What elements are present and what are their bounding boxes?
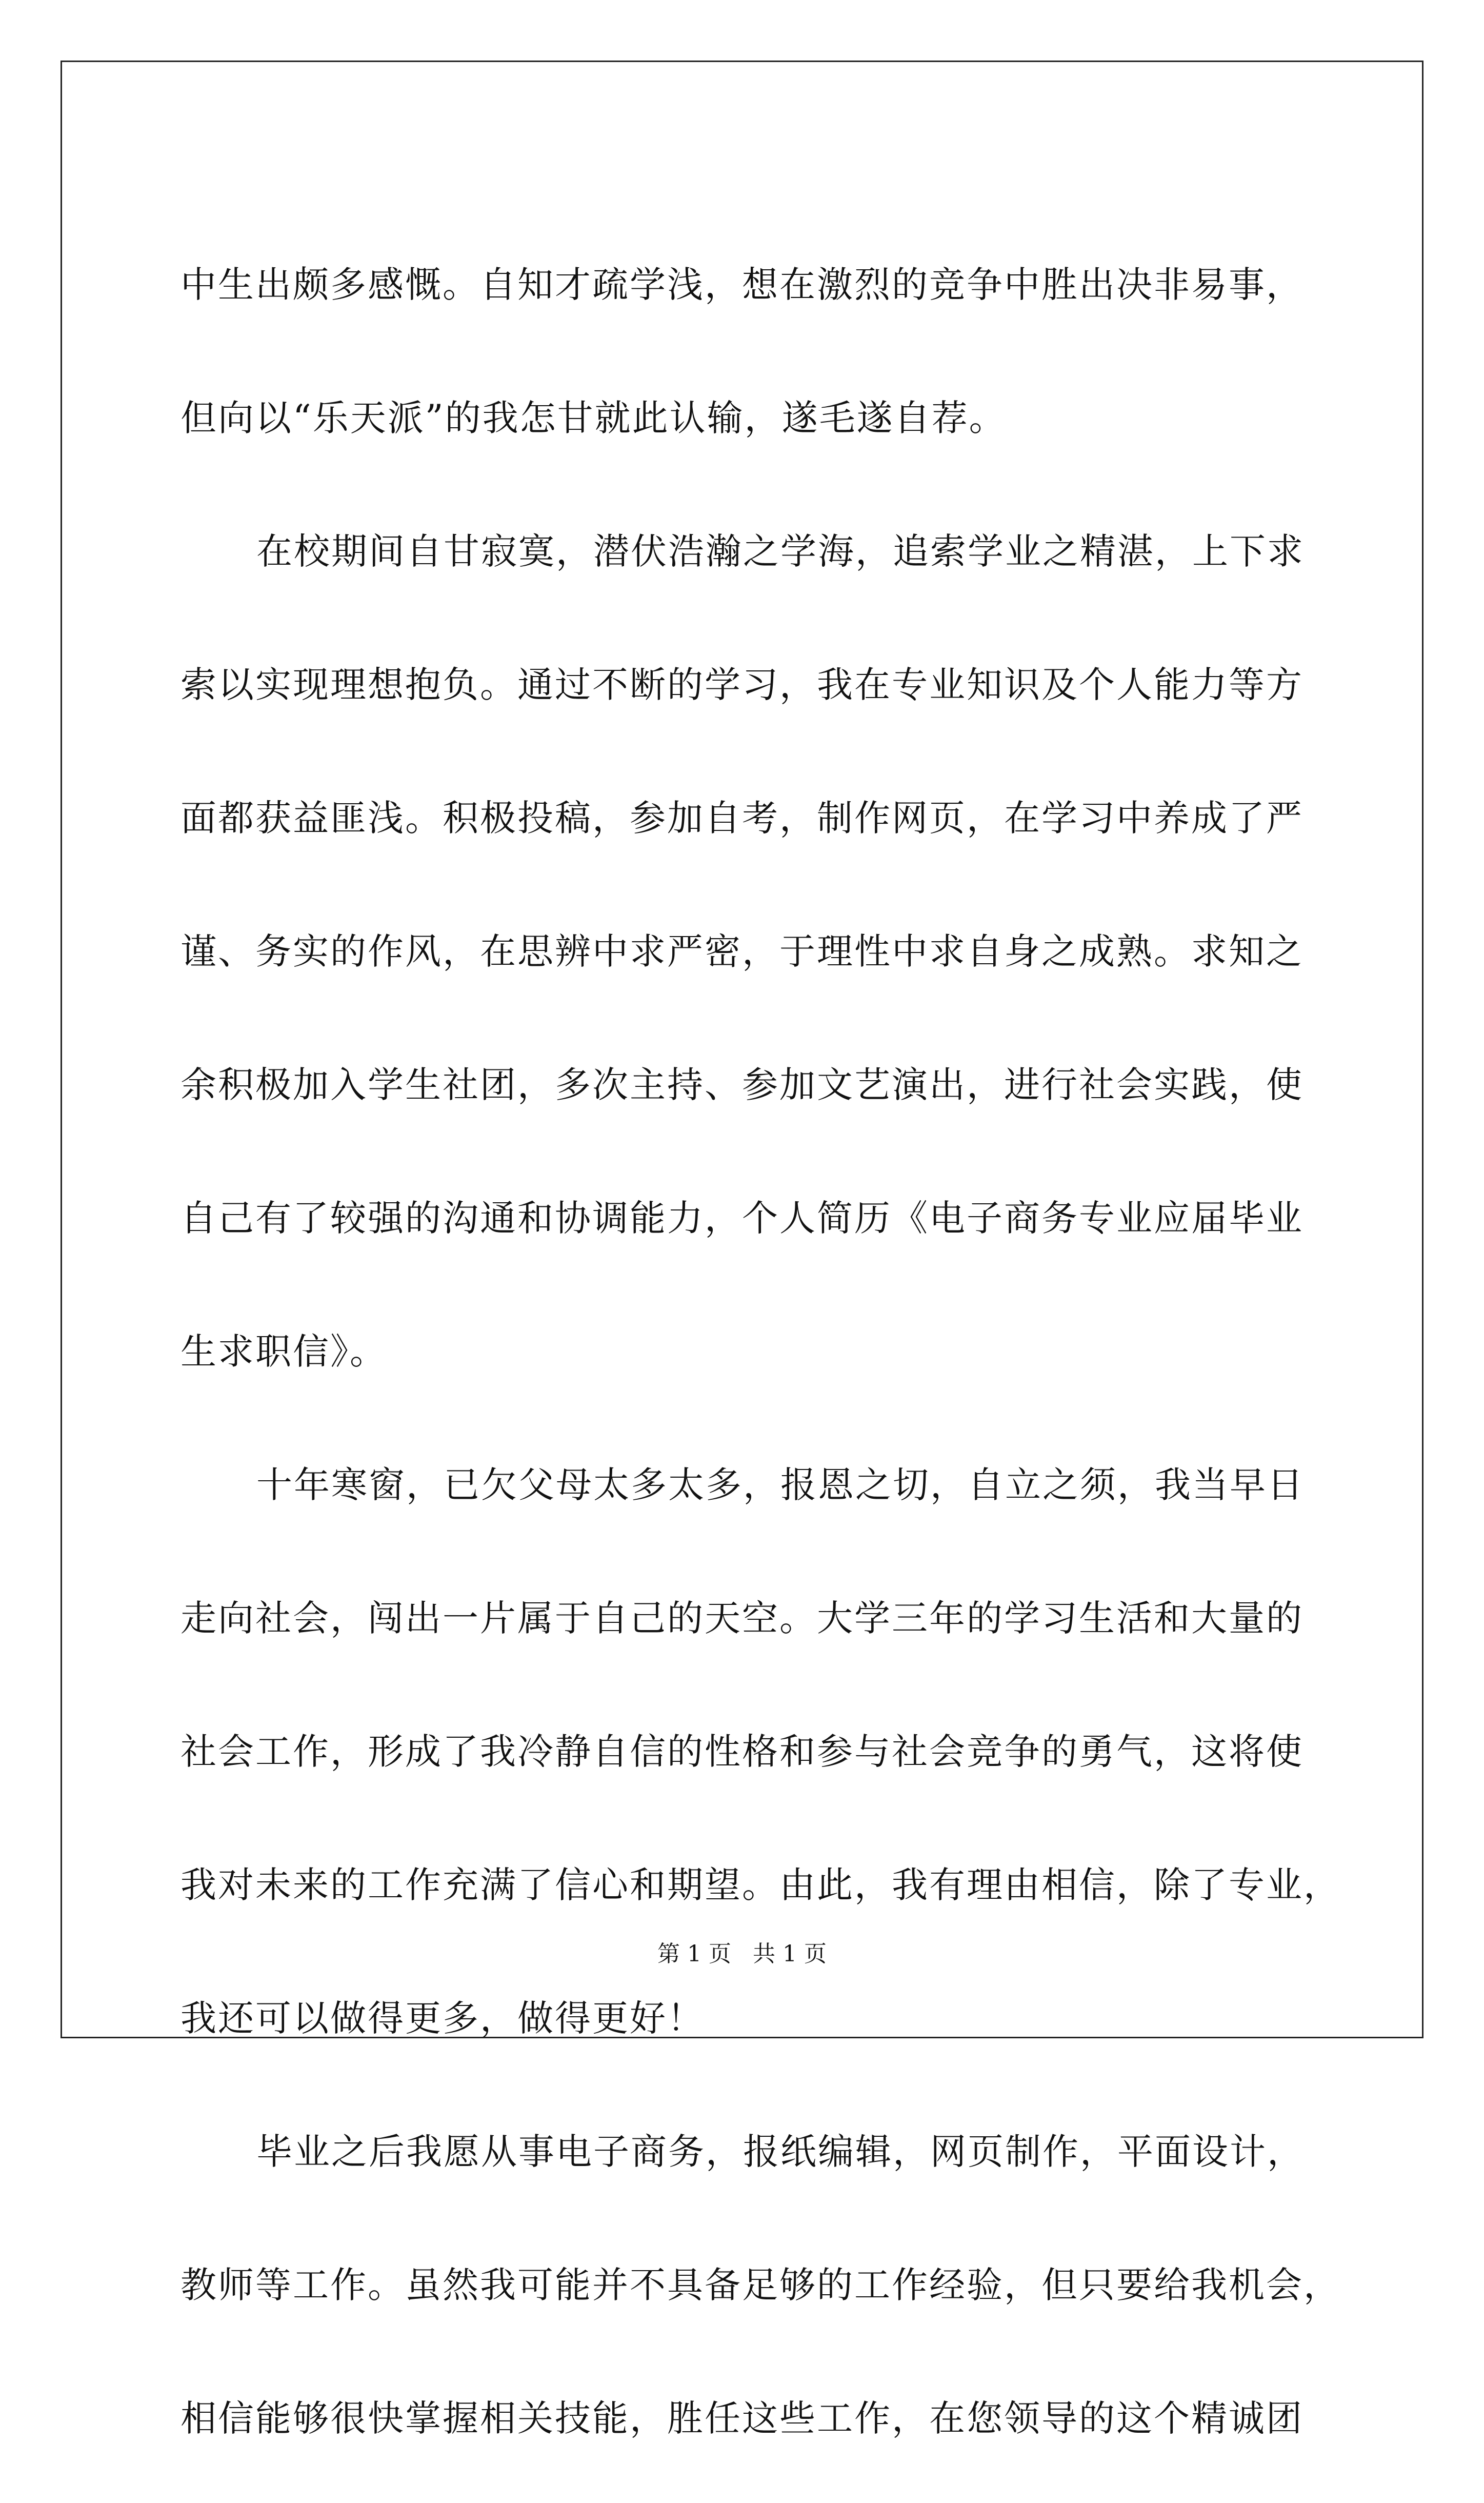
text-line: 谨、务实的作风，在思辨中求严密，于理性中求自身之成熟。求知之: [181, 930, 1303, 972]
text-line: 我还可以做得更多，做得更好！: [181, 1997, 705, 2039]
text-line: 自己有了较强的沟通和协调能力，个人简历《电子商务专业应届毕业: [181, 1197, 1303, 1239]
text-line: 余积极加入学生社团，多次主持、参加文艺演出，进行社会实践，使: [181, 1064, 1303, 1106]
page-footer: 第 1 页 共 1 页: [657, 1941, 827, 1967]
text-line: 社会工作，形成了我冷静自信的性格和参与社会竞争的勇气，这将使: [181, 1731, 1303, 1773]
text-line: 索以实现理想抱负。通过不断的学习，我在专业知识及个人能力等方: [181, 664, 1303, 706]
text-line: 面都获益匪浅。积极投稿，参加自考，制作网页，在学习中养成了严: [181, 797, 1303, 839]
text-line: 但向以“乐天派”的我怎甘就此认输，遂毛遂自荐。: [181, 397, 1007, 439]
text-line: 相信能够很快掌握相关技能，胜任这些工作，在您领导的这个精诚团: [181, 2397, 1303, 2439]
text-line: 我对未来的工作充满了信心和期望。由此，我有理由相信，除了专业，: [181, 1864, 1341, 1906]
text-line: 生求职信》。: [181, 1330, 387, 1373]
text-line: 中生出颇多感慨。自知才疏学浅，想在激烈的竞争中胜出决非易事，: [181, 264, 1303, 306]
paragraph-first-line: 毕业之后我愿从事电子商务，报纸编辑，网页制作，平面设计，: [256, 2131, 1305, 2173]
paragraph-first-line: 十年寒窗，已欠父母太多太多，报恩之切，自立之须，我当早日: [256, 1464, 1305, 1506]
text-line: 走向社会，闯出一片属于自己的天空。大学三年的学习生活和大量的: [181, 1597, 1303, 1639]
document-body: [181, 200, 1341, 2503]
text-line: 教师等工作。虽然我可能并不具备足够的工作经验，但只要给我机会，: [181, 2264, 1341, 2306]
paragraph-first-line: 在校期间自甘寂寞，潜伏浩瀚之学海，追索学业之精湛，上下求: [256, 530, 1305, 572]
